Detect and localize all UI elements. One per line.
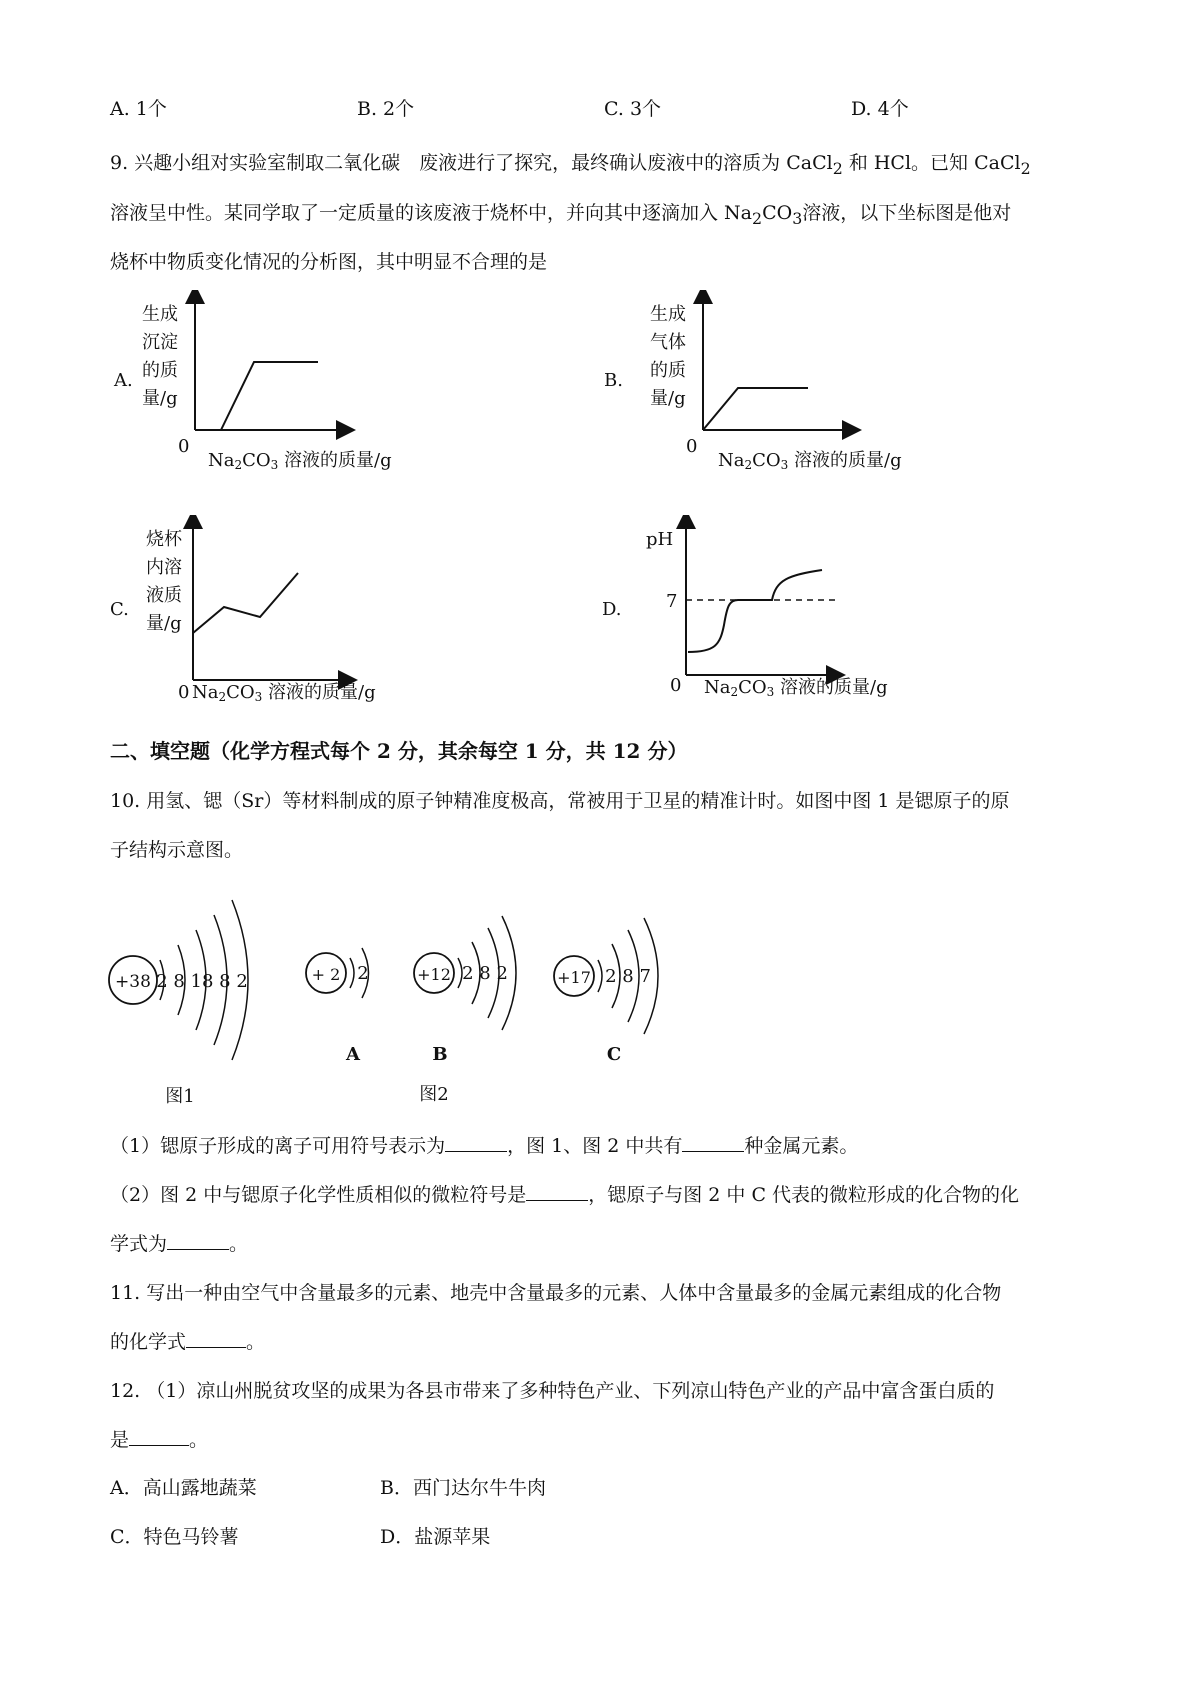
atom-b-electron-shells: 2 8 2	[462, 963, 508, 984]
graph-a-ylabel-3: 的质	[142, 360, 178, 381]
graph-d-tick-7: 7	[666, 591, 678, 612]
q9-line-3: 烧杯中物质变化情况的分析图，其中明显不合理的是	[110, 251, 548, 273]
figure-1-label: 图1	[165, 1086, 195, 1107]
figure-2-label: 图2	[419, 1084, 449, 1105]
q10-part-2: （2）图 2 中与锶原子化学性质相似的微粒符号是 ，锶原子与图 2 中 C 代表的微粒形成的化合物的化	[110, 1184, 1020, 1206]
atom-a-diagram	[306, 948, 369, 1065]
graph-a-origin: 0	[178, 436, 190, 457]
q12-blank[interactable]	[129, 1445, 189, 1446]
sr-electron-shells: 2 8 18 8 2	[156, 971, 248, 992]
q12-line-1: 12. （1）凉山州脱贫攻坚的成果为各县市带来了多种特色产业、下列凉山特色产业的产品中富含蛋白质的	[110, 1380, 995, 1402]
atom-b-nucleus-charge: +12	[417, 965, 451, 984]
graph-b-ylabel-1: 生成	[650, 304, 686, 325]
graph-a-xlabel: Na2CO3 溶液的质量/g	[208, 450, 392, 472]
q8-option-b: B. 2个	[357, 98, 415, 120]
graph-d-option-label: D.	[602, 599, 622, 620]
graph-b-ylabel-3: 的质	[650, 360, 686, 381]
graph-c-option-label: C.	[110, 599, 129, 620]
q12-line-2: 是 。	[110, 1429, 209, 1451]
graph-b-curve	[703, 388, 808, 430]
graph-b-ylabel-2: 气体	[650, 332, 686, 353]
graph-a-ylabel-1: 生成	[142, 304, 178, 325]
graph-a-curve	[221, 362, 318, 430]
atom-c-electron-shells: 2 8 7	[605, 966, 651, 987]
q11-line-2: 的化学式 。	[110, 1331, 266, 1353]
q10-part1-blank-2[interactable]	[682, 1151, 744, 1152]
q11-blank[interactable]	[186, 1347, 246, 1348]
atom-b-label: B	[432, 1044, 448, 1065]
atom-b-diagram	[414, 916, 516, 1065]
atom-a-nucleus-charge: + 2	[311, 965, 341, 984]
q12-option-b: B．西门达尔牛牛肉	[380, 1477, 546, 1499]
atom-a-electron-shells: 2	[357, 963, 369, 984]
graph-c-ylabel-1: 烧杯	[146, 529, 182, 550]
graph-a-ylabel-4: 量/g	[142, 388, 178, 409]
graph-c-ylabel-3: 液质	[146, 585, 182, 606]
graph-c-ylabel-2: 内溶	[146, 557, 182, 578]
graph-c-origin: 0	[178, 682, 190, 703]
q9-line-1: 9. 兴趣小组对实验室制取二氧化碳 废液进行了探究，最终确认废液中的溶质为 CaCl$_2$ 和 HCl。已知 CaCl$_2$	[110, 152, 1031, 178]
graph-c-curve	[193, 573, 298, 633]
graph-d-xlabel: Na2CO3 溶液的质量/g	[704, 677, 888, 699]
q10-line-1: 10. 用氢、锶（Sr）等材料制成的原子钟精准度极高，常被用于卫星的精准计时。如图中图 1 是锶原子的原	[110, 790, 1010, 812]
q12-option-a: A．高山露地蔬菜	[110, 1477, 257, 1499]
graph-a	[100, 290, 440, 490]
q10-line-2: 子结构示意图。	[110, 839, 244, 861]
q12-option-d: D．盐源苹果	[380, 1526, 491, 1548]
atom-c-label: C	[606, 1044, 622, 1065]
graph-b-origin: 0	[686, 436, 698, 457]
strontium-atom-diagram	[109, 900, 248, 1060]
graph-b-ylabel-4: 量/g	[650, 388, 686, 409]
q12-option-c: C．特色马铃薯	[110, 1526, 239, 1548]
atom-c-nucleus-charge: +17	[557, 968, 591, 987]
q9-line-2: 溶液呈中性。某同学取了一定质量的该废液于烧杯中，并向其中逐滴加入 $Na_2CO_3$溶液，以下坐标图是他对	[110, 202, 1012, 228]
q11-line-1: 11. 写出一种由空气中含量最多的元素、地壳中含量最多的元素、人体中含量最多的金属元素组成的化合物	[110, 1282, 1002, 1304]
q10-part-1: （1）锶原子形成的离子可用符号表示为 ，图 1、图 2 中共有 种金属元素。	[110, 1135, 859, 1157]
graph-d-ylabel: pH	[646, 529, 674, 550]
q8-option-a: A. 1个	[110, 98, 167, 120]
graph-a-option-label: A.	[114, 370, 133, 391]
graph-b-option-label: B.	[604, 370, 623, 391]
graph-c-ylabel-4: 量/g	[146, 613, 182, 634]
graph-b	[590, 290, 930, 490]
q10-part-2-cont: 学式为 。	[110, 1233, 249, 1255]
q10-part2-blank-2[interactable]	[167, 1249, 229, 1250]
graph-d-origin: 0	[670, 675, 682, 696]
atom-c-diagram	[554, 918, 658, 1065]
graph-c	[100, 515, 440, 715]
q8-option-d: D. 4个	[851, 98, 909, 120]
q10-part1-blank-1[interactable]	[445, 1151, 507, 1152]
graph-d-curve	[688, 570, 822, 652]
atom-a-label: A	[346, 1044, 360, 1065]
q10-part2-blank-1[interactable]	[526, 1200, 588, 1201]
graph-b-xlabel: Na2CO3 溶液的质量/g	[718, 450, 902, 472]
section-2-title: 二、填空题（化学方程式每个 2 分，其余每空 1 分，共 12 分）	[110, 739, 688, 763]
q8-option-c: C. 3个	[604, 98, 662, 120]
sr-nucleus-charge: +38	[115, 972, 151, 992]
atom-structure-diagrams	[100, 880, 700, 1110]
graph-d	[590, 515, 930, 715]
graph-c-xlabel: Na2CO3 溶液的质量/g	[192, 682, 376, 704]
graph-a-ylabel-2: 沉淀	[142, 332, 178, 353]
